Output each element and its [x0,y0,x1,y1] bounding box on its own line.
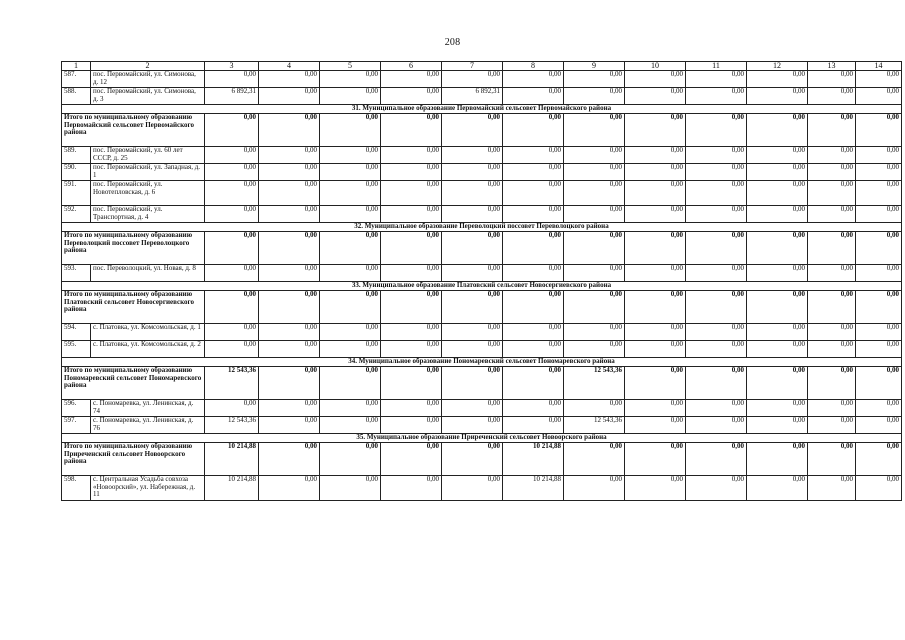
value-cell: 0,00 [808,400,856,417]
value-cell: 0,00 [856,164,902,181]
value-cell: 0,00 [320,476,381,501]
row-address: пос. Переволоцкий, ул. Новая, д. 8 [91,265,205,282]
column-header: 13 [808,62,856,71]
value-cell: 0,00 [442,476,503,501]
value-cell: 0,00 [808,206,856,223]
value-cell: 0,00 [856,181,902,206]
value-cell: 0,00 [259,324,320,341]
value-cell: 0,00 [747,324,808,341]
section-title: 32. Муниципальное образование Переволоцкий поссовет Переволоцкого района [62,223,902,232]
value-cell: 0,00 [856,232,902,265]
value-cell: 0,00 [686,206,747,223]
value-cell: 0,00 [320,367,381,400]
value-cell: 0,00 [259,164,320,181]
section-title: 33. Муниципальное образование Платовский сельсовет Новосергиевского района [62,282,902,291]
value-cell: 0,00 [381,71,442,88]
value-cell: 0,00 [856,147,902,164]
value-cell: 0,00 [564,476,625,501]
table-row [62,181,902,206]
value-cell: 0,00 [625,400,686,417]
total-row [62,114,902,147]
value-cell: 0,00 [259,181,320,206]
value-cell: 10 214,88 [503,476,564,501]
value-cell: 0,00 [320,88,381,105]
value-cell: 0,00 [564,114,625,147]
value-cell: 0,00 [442,367,503,400]
value-cell: 0,00 [381,417,442,434]
row-address: с. Центральная Усадьба совхоза «Новоорский», ул. Набережная, д. 11 [91,476,205,501]
value-cell: 0,00 [808,417,856,434]
value-cell: 0,00 [442,443,503,476]
row-number: 592. [62,206,91,223]
value-cell: 0,00 [381,147,442,164]
section-row [62,358,902,367]
value-cell: 0,00 [381,88,442,105]
value-cell: 0,00 [259,88,320,105]
table-row [62,71,902,88]
total-label: Итого по муниципальному образованию Переволоцкий поссовет Переволоцкого района [62,232,205,265]
value-cell: 0,00 [205,400,259,417]
value-cell: 0,00 [205,147,259,164]
value-cell: 0,00 [686,476,747,501]
value-cell: 0,00 [320,341,381,358]
table-row [62,400,902,417]
value-cell: 0,00 [320,400,381,417]
value-cell: 0,00 [259,341,320,358]
value-cell: 0,00 [320,114,381,147]
value-cell: 0,00 [381,164,442,181]
row-number: 596. [62,400,91,417]
value-cell: 0,00 [381,232,442,265]
table-row [62,88,902,105]
value-cell: 0,00 [686,417,747,434]
value-cell: 0,00 [320,232,381,265]
row-address: пос. Первомайский, ул. 60 лет СССР, д. 25 [91,147,205,164]
value-cell: 0,00 [747,181,808,206]
value-cell: 0,00 [442,324,503,341]
section-title: 31. Муниципальное образование Первомайский сельсовет Первомайского района [62,105,902,114]
section-title: 35. Муниципальное образование Приреченский сельсовет Новоорского района [62,434,902,443]
row-address: с. Платовка, ул. Комсомольская, д. 2 [91,341,205,358]
value-cell: 0,00 [205,164,259,181]
value-cell: 0,00 [686,291,747,324]
section-row [62,223,902,232]
value-cell: 0,00 [381,265,442,282]
value-cell: 0,00 [320,443,381,476]
value-cell: 0,00 [686,341,747,358]
row-address: пос. Первомайский, ул. Новотепловская, д. 6 [91,181,205,206]
value-cell: 0,00 [625,114,686,147]
value-cell: 0,00 [747,341,808,358]
value-cell: 12 543,36 [564,367,625,400]
value-cell: 0,00 [686,114,747,147]
value-cell: 0,00 [747,88,808,105]
value-cell: 10 214,88 [205,443,259,476]
value-cell: 0,00 [747,114,808,147]
value-cell: 0,00 [381,206,442,223]
value-cell: 0,00 [856,367,902,400]
value-cell: 0,00 [564,147,625,164]
value-cell: 0,00 [442,71,503,88]
total-row [62,367,902,400]
total-label: Итого по муниципальному образованию Пономаревский сельсовет Пономаревского района [62,367,205,400]
header-row [62,62,902,71]
value-cell: 6 892,31 [442,88,503,105]
value-cell: 0,00 [381,367,442,400]
value-cell: 0,00 [625,206,686,223]
value-cell: 0,00 [503,291,564,324]
row-number: 594. [62,324,91,341]
value-cell: 0,00 [808,443,856,476]
column-header: 11 [686,62,747,71]
value-cell: 0,00 [564,341,625,358]
value-cell: 0,00 [808,181,856,206]
value-cell: 0,00 [205,114,259,147]
table-row [62,417,902,434]
value-cell: 0,00 [259,147,320,164]
value-cell: 0,00 [205,232,259,265]
value-cell: 0,00 [686,164,747,181]
value-cell: 0,00 [381,400,442,417]
value-cell: 0,00 [686,367,747,400]
value-cell: 0,00 [625,476,686,501]
value-cell: 0,00 [503,324,564,341]
register-table [61,61,902,501]
value-cell: 0,00 [625,71,686,88]
value-cell: 0,00 [808,324,856,341]
value-cell: 0,00 [503,232,564,265]
section-title: 34. Муниципальное образование Пономаревский сельсовет Пономаревского района [62,358,902,367]
value-cell: 0,00 [625,341,686,358]
value-cell: 0,00 [808,114,856,147]
value-cell: 0,00 [503,71,564,88]
value-cell: 0,00 [503,400,564,417]
value-cell: 0,00 [686,147,747,164]
value-cell: 0,00 [381,114,442,147]
table-row [62,324,902,341]
column-header: 8 [503,62,564,71]
value-cell: 0,00 [808,476,856,501]
section-row [62,282,902,291]
value-cell: 0,00 [205,324,259,341]
column-header: 9 [564,62,625,71]
value-cell: 0,00 [259,400,320,417]
row-number: 591. [62,181,91,206]
value-cell: 0,00 [625,443,686,476]
value-cell: 0,00 [503,147,564,164]
value-cell: 0,00 [381,341,442,358]
column-header: 5 [320,62,381,71]
value-cell: 0,00 [564,181,625,206]
total-row [62,232,902,265]
value-cell: 0,00 [625,265,686,282]
value-cell: 0,00 [259,443,320,476]
value-cell: 0,00 [625,232,686,265]
value-cell: 0,00 [564,400,625,417]
value-cell: 0,00 [259,265,320,282]
value-cell: 0,00 [320,164,381,181]
row-address: пос. Первомайский, ул. Симонова, д. 3 [91,88,205,105]
row-number: 597. [62,417,91,434]
value-cell: 0,00 [564,265,625,282]
column-header: 12 [747,62,808,71]
value-cell: 0,00 [686,71,747,88]
value-cell: 0,00 [747,367,808,400]
value-cell: 0,00 [259,114,320,147]
value-cell: 0,00 [625,417,686,434]
value-cell: 0,00 [259,232,320,265]
column-header: 1 [62,62,91,71]
value-cell: 0,00 [442,181,503,206]
value-cell: 0,00 [747,417,808,434]
row-address: с. Платовка, ул. Комсомольская, д. 1 [91,324,205,341]
row-number: 589. [62,147,91,164]
value-cell: 0,00 [747,400,808,417]
value-cell: 0,00 [503,164,564,181]
value-cell: 0,00 [381,181,442,206]
value-cell: 0,00 [320,181,381,206]
value-cell: 12 543,36 [205,367,259,400]
value-cell: 0,00 [442,114,503,147]
row-address: пос. Первомайский, ул. Симонова, д. 12 [91,71,205,88]
value-cell: 0,00 [808,232,856,265]
value-cell: 0,00 [564,232,625,265]
value-cell: 0,00 [503,367,564,400]
column-header: 2 [91,62,205,71]
value-cell: 0,00 [856,417,902,434]
value-cell: 0,00 [686,181,747,206]
value-cell: 0,00 [320,324,381,341]
value-cell: 0,00 [442,206,503,223]
table-row [62,206,902,223]
table-row [62,164,902,181]
section-row [62,434,902,443]
value-cell: 0,00 [808,164,856,181]
value-cell: 0,00 [205,291,259,324]
value-cell: 0,00 [503,114,564,147]
value-cell: 0,00 [747,206,808,223]
value-cell: 0,00 [856,114,902,147]
value-cell: 0,00 [320,71,381,88]
value-cell: 0,00 [625,88,686,105]
value-cell: 0,00 [442,164,503,181]
value-cell: 0,00 [747,232,808,265]
total-label: Итого по муниципальному образованию Приреченский сельсовет Новоорского района [62,443,205,476]
row-number: 587. [62,71,91,88]
row-address: пос. Первомайский, ул. Западная, д. 1 [91,164,205,181]
value-cell: 0,00 [442,147,503,164]
table-row [62,476,902,501]
value-cell: 0,00 [747,147,808,164]
value-cell: 0,00 [259,291,320,324]
column-header: 14 [856,62,902,71]
value-cell: 0,00 [564,443,625,476]
value-cell: 0,00 [503,341,564,358]
row-address: с. Пономаревка, ул. Ленинская, д. 76 [91,417,205,434]
total-label: Итого по муниципальному образованию Платовский сельсовет Новосергиевского района [62,291,205,324]
value-cell: 0,00 [259,476,320,501]
value-cell: 0,00 [856,206,902,223]
value-cell: 6 892,31 [205,88,259,105]
row-address: с. Пономаревка, ул. Ленинская, д. 74 [91,400,205,417]
section-row [62,105,902,114]
value-cell: 0,00 [381,291,442,324]
value-cell: 0,00 [259,206,320,223]
value-cell: 0,00 [625,147,686,164]
value-cell: 0,00 [320,417,381,434]
value-cell: 0,00 [747,443,808,476]
value-cell: 12 543,36 [564,417,625,434]
total-row [62,291,902,324]
row-number: 588. [62,88,91,105]
value-cell: 0,00 [686,324,747,341]
value-cell: 0,00 [686,265,747,282]
column-header: 10 [625,62,686,71]
value-cell: 0,00 [503,88,564,105]
column-header: 3 [205,62,259,71]
total-label: Итого по муниципальному образованию Первомайский сельсовет Первомайского района [62,114,205,147]
page-number: 208 [444,37,461,48]
value-cell: 0,00 [625,164,686,181]
value-cell: 0,00 [381,324,442,341]
value-cell: 0,00 [686,400,747,417]
value-cell: 10 214,88 [205,476,259,501]
total-row [62,443,902,476]
value-cell: 0,00 [320,265,381,282]
value-cell: 0,00 [856,324,902,341]
table-row [62,265,902,282]
row-number: 598. [62,476,91,501]
value-cell: 0,00 [442,417,503,434]
value-cell: 0,00 [808,291,856,324]
value-cell: 0,00 [808,265,856,282]
value-cell: 0,00 [747,71,808,88]
value-cell: 0,00 [856,88,902,105]
value-cell: 0,00 [564,164,625,181]
value-cell: 0,00 [205,265,259,282]
value-cell: 0,00 [625,291,686,324]
value-cell: 0,00 [564,88,625,105]
value-cell: 0,00 [205,341,259,358]
value-cell: 0,00 [856,291,902,324]
value-cell: 0,00 [442,265,503,282]
value-cell: 0,00 [320,291,381,324]
value-cell: 0,00 [205,71,259,88]
row-number: 595. [62,341,91,358]
value-cell: 0,00 [442,232,503,265]
value-cell: 0,00 [856,71,902,88]
value-cell: 0,00 [259,71,320,88]
column-header: 6 [381,62,442,71]
value-cell: 0,00 [503,417,564,434]
value-cell: 0,00 [442,341,503,358]
value-cell: 0,00 [259,367,320,400]
table-row [62,341,902,358]
value-cell: 0,00 [503,181,564,206]
value-cell: 0,00 [320,206,381,223]
value-cell: 10 214,88 [503,443,564,476]
value-cell: 0,00 [747,476,808,501]
value-cell: 0,00 [856,476,902,501]
value-cell: 0,00 [503,265,564,282]
value-cell: 0,00 [503,206,564,223]
value-cell: 12 543,36 [205,417,259,434]
value-cell: 0,00 [808,88,856,105]
value-cell: 0,00 [808,147,856,164]
row-number: 593. [62,265,91,282]
value-cell: 0,00 [205,181,259,206]
column-header: 7 [442,62,503,71]
value-cell: 0,00 [625,367,686,400]
row-number: 590. [62,164,91,181]
value-cell: 0,00 [808,71,856,88]
value-cell: 0,00 [259,417,320,434]
value-cell: 0,00 [747,265,808,282]
value-cell: 0,00 [686,443,747,476]
value-cell: 0,00 [856,443,902,476]
value-cell: 0,00 [381,476,442,501]
value-cell: 0,00 [856,400,902,417]
value-cell: 0,00 [381,443,442,476]
value-cell: 0,00 [205,206,259,223]
value-cell: 0,00 [747,164,808,181]
column-header: 4 [259,62,320,71]
value-cell: 0,00 [808,367,856,400]
value-cell: 0,00 [564,291,625,324]
value-cell: 0,00 [320,147,381,164]
value-cell: 0,00 [564,71,625,88]
value-cell: 0,00 [808,341,856,358]
value-cell: 0,00 [747,291,808,324]
row-address: пос. Первомайский, ул. Транспортная, д. 4 [91,206,205,223]
value-cell: 0,00 [564,206,625,223]
table-row [62,147,902,164]
value-cell: 0,00 [856,265,902,282]
value-cell: 0,00 [564,324,625,341]
value-cell: 0,00 [625,324,686,341]
value-cell: 0,00 [686,88,747,105]
value-cell: 0,00 [442,291,503,324]
value-cell: 0,00 [625,181,686,206]
value-cell: 0,00 [442,400,503,417]
value-cell: 0,00 [856,341,902,358]
value-cell: 0,00 [686,232,747,265]
